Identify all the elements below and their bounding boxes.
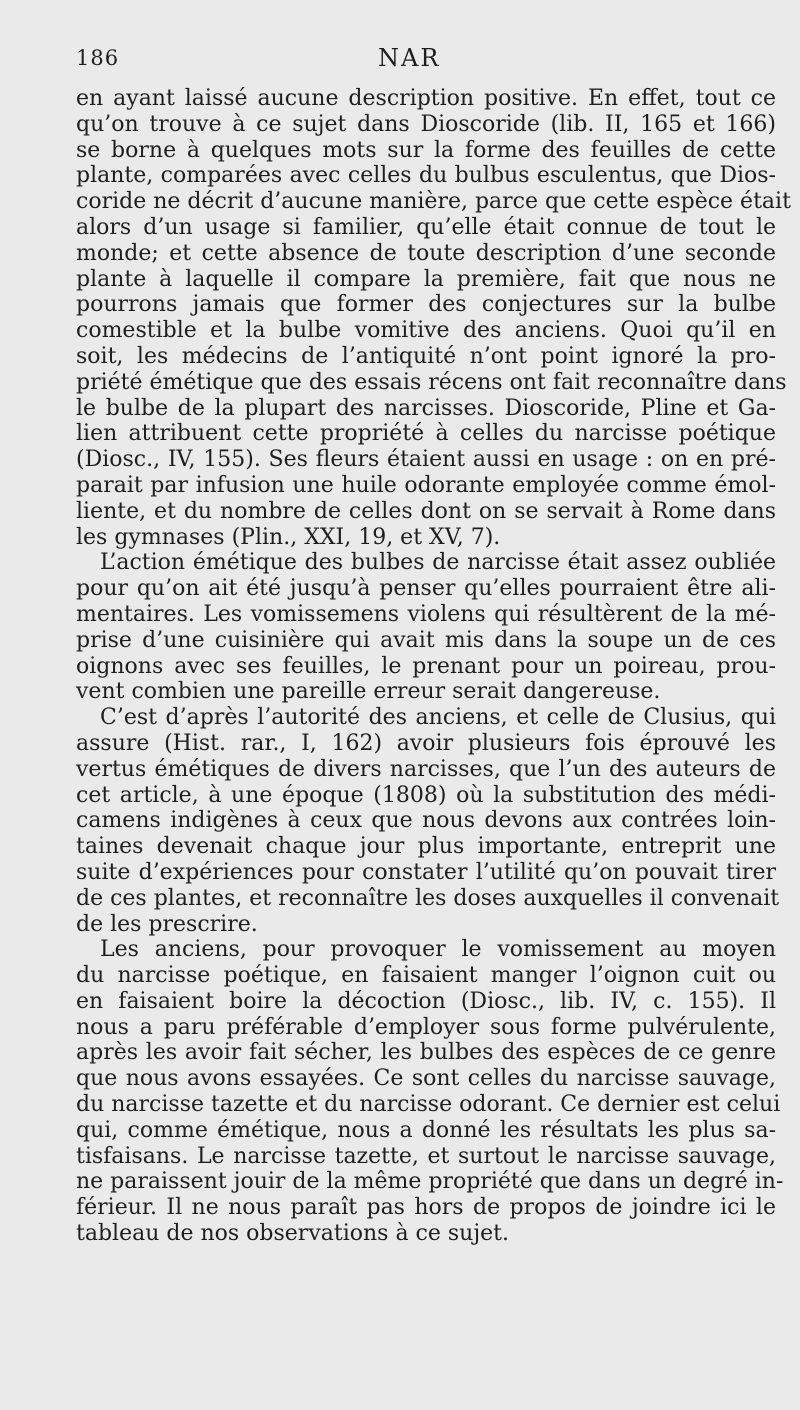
text-line: qui, comme émétique, nous a donné les résultats les plus sa- [76,1117,776,1143]
text-line: alors d’un usage si familier, qu’elle était connue de tout le [76,214,776,240]
text-line: du narcisse tazette et du narcisse odorant. Ce dernier est celui [76,1092,781,1118]
text-line: en faisaient boire la décoction (Diosc., lib. IV, c. 155). Il [76,988,776,1014]
text-line: vertus émétiques de divers narcisses, que l’un des auteurs de [76,756,776,782]
text-line: comestible et la bulbe vomitive des anciens. Quoi qu’il en [76,318,776,344]
paragraph-1 [76,86,791,550]
text-line: tableau de nos observations à ce sujet. [76,1221,510,1247]
text-line: (Diosc., IV, 155). Ses fleurs étaient aussi en usage : on en pré- [76,447,776,473]
paragraph-4 [76,937,784,1247]
text-line: monde; et cette absence de toute description d’une seconde [76,240,776,266]
text-line: pour qu’on ait été jusqu’à penser qu’elles pourraient être ali- [76,576,776,602]
text-line: que nous avons essayées. Ce sont celles du narcisse sauvage, [76,1066,776,1092]
page-number: 186 [76,46,120,70]
text-line: cet article, à une époque (1808) où la substitution des médi- [76,782,776,808]
text-line: pourrons jamais que former des conjectures sur la bulbe [76,292,776,318]
text-line: lien attribuent cette propriété à celles du narcisse poétique [76,421,776,447]
text-line: du narcisse poétique, en faisaient manger l’oignon cuit ou [76,963,776,989]
text-line: ne paraissent jouir de la même propriété que dans un degré in- [76,1169,784,1195]
text-line: C’est d’après l’autorité des anciens, et celle de Clusius, qui [100,705,776,731]
text-line: férieur. Il ne nous paraît pas hors de propos de joindre ici le [76,1195,776,1221]
text-line: tisfaisans. Le narcisse tazette, et surtout le narcisse sauvage, [76,1143,776,1169]
text-line: se borne à quelques mots sur la forme des feuilles de cette [76,137,776,163]
text-line: plante à laquelle il compare la première, fait que nous ne [76,266,776,292]
text-line: de ces plantes, et reconnaître les doses auxquelles il convenait [76,885,780,911]
text-line: le bulbe de la plupart des narcisses. Dioscoride, Pline et Ga- [76,395,776,421]
paragraph-2 [76,550,776,705]
text-line: taines devenait chaque jour plus importante, entreprit une [76,834,776,860]
text-line: de les prescrire. [76,911,258,937]
text-line: nous a paru préférable d’employer sous forme pulvérulente, [76,1014,776,1040]
text-line: Les anciens, pour provoquer le vomissement au moyen [100,937,776,963]
text-line: plante, comparées avec celles du bulbus esculentus, que Dios- [76,163,776,189]
text-line: les gymnases (Plin., XXI, 19, et XV, 7). [76,524,501,550]
text-line: parait par infusion une huile odorante employée comme émol- [76,472,776,498]
text-line: oignons avec ses feuilles, le prenant pour un poireau, prou- [76,653,776,679]
paragraph-3 [76,705,780,937]
text-line: L’action émétique des bulbes de narcisse était assez oubliée [100,550,776,576]
text-line: assure (Hist. rar., I, 162) avoir plusieurs fois éprouvé les [76,730,776,756]
text-line: qu’on trouve à ce sujet dans Dioscoride (lib. II, 165 et 166) [76,111,776,137]
text-line: mentaires. Les vomissemens violens qui résultèrent de la mé- [76,601,776,627]
text-line: après les avoir fait sécher, les bulbes des espèces de ce genre [76,1040,776,1066]
running-head: NAR [378,44,441,72]
text-line: liente, et du nombre de celles dont on se servait à Rome dans [76,498,776,524]
text-line: soit, les médecins de l’antiquité n’ont point ignoré la pro- [76,343,776,369]
page-header [76,42,772,76]
text-line: prise d’une cuisinière qui avait mis dans la soupe un de ces [76,627,776,653]
text-line: priété émétique que des essais récens ont fait reconnaître dans [76,369,787,395]
text-line: camens indigènes à ceux que nous devons aux contrées loin- [76,808,776,834]
text-line: suite d’expériences pour constater l’utilité qu’on pouvait tirer [76,859,776,885]
text-line: coride ne décrit d’aucune manière, parce que cette espèce était [76,189,791,215]
text-line: vent combien une pareille erreur serait dangereuse. [76,679,661,705]
body-text [76,86,791,1247]
text-line: en ayant laissé aucune description positive. En effet, tout ce [76,86,776,111]
